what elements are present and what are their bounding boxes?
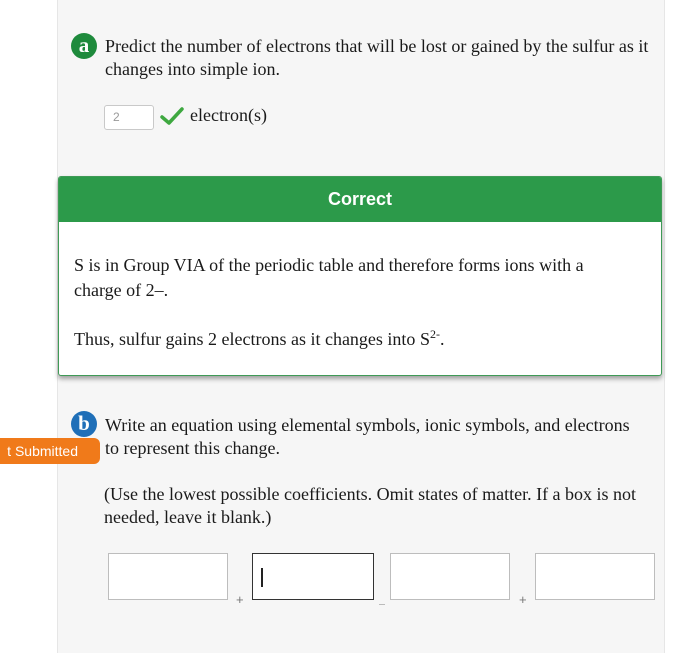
feedback-header: Correct — [59, 177, 661, 222]
feedback-explanation: S is in Group VIA of the periodic table and therefore forms ions with a charge of 2–. — [74, 255, 584, 300]
feedback-conclusion-text: Thus, sulfur gains 2 electrons as it changes into — [74, 329, 420, 349]
plus-operator-2: + — [519, 592, 527, 607]
feedback-period: . — [439, 329, 445, 349]
text-cursor — [261, 568, 263, 587]
feedback-panel — [58, 176, 662, 376]
reaction-arrow-placeholder — [379, 604, 385, 605]
part-b-question: Write an equation using elemental symbols, ionic symbols, and electrons to represent this change. — [105, 415, 630, 458]
plus-operator-1: + — [236, 592, 244, 607]
feedback-conclusion — [74, 322, 634, 352]
sulfide-symbol: S — [419, 329, 430, 349]
electron-count-input[interactable]: 2 — [104, 105, 154, 130]
checkmark-icon — [160, 106, 184, 126]
part-b-badge: b — [71, 411, 97, 437]
submitted-label: t Submitted — [7, 443, 78, 459]
part-a-badge: a — [71, 33, 97, 59]
equation-box-3[interactable] — [390, 553, 510, 600]
equation-box-4[interactable] — [535, 553, 655, 600]
equation-box-1[interactable] — [108, 553, 228, 600]
part-a-question: Predict the number of electrons that will be lost or gained by the sulfur as it changes into simple ion. — [105, 36, 649, 79]
equation-box-2[interactable] — [252, 553, 374, 600]
submitted-status-tab[interactable] — [0, 438, 100, 464]
part-b-instructions: (Use the lowest possible coefficients. Omit states of matter. If a box is not needed, leave it blank.) — [104, 484, 637, 527]
sulfide-charge: 2- — [429, 327, 440, 341]
unit-label: electron(s) — [190, 105, 267, 125]
